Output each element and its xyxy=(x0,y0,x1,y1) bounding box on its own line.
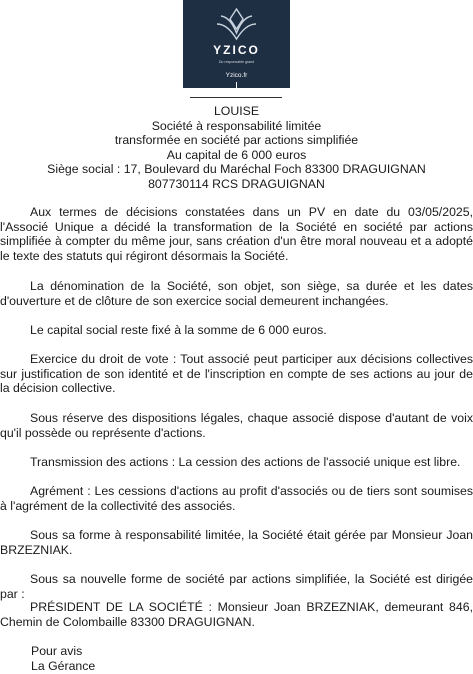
company-seat: Siège social : 17, Boulevard du Maréchal Foch 83300 DRAGUIGNAN xyxy=(47,162,426,177)
paragraph-decision: Aux termes de décisions constatées dans un PV en date du 03/05/2025, l'Associé Unique a décidé la transformation de la Société en société par actions simplifiée à compter du même jour, sans création d'un être moral nouveau et a adopté le texte des statuts qui régiront désormais la Société. xyxy=(0,205,473,263)
paragraph-voting: Exercice du droit de vote : Tout associé peut participer aux décisions collectives sur justification de son identité et de l'inscription en compte de ses actions au jour de la décision collective. xyxy=(0,352,473,396)
paragraph-previous-management: Sous sa forme à responsabilité limitée, la Société était gérée par Monsieur Joan BRZEZNIAK. xyxy=(0,528,473,557)
signature-line-2: La Gérance xyxy=(31,658,96,673)
publisher-logo xyxy=(183,0,290,88)
paragraph-new-management: Sous sa nouvelle forme de société par actions simplifiée, la Société est dirigée par : xyxy=(0,572,473,601)
logo-url: Yzico.fr xyxy=(225,72,248,79)
header-rule xyxy=(190,97,282,98)
lotus-icon xyxy=(216,6,257,42)
paragraph-approval: Agrément : Les cessions d'actions au profit d'associés ou de tiers sont soumises à l'agrément de la collectivité des associés. xyxy=(0,484,473,513)
paragraph-capital: Le capital social reste fixé à la somme de 6 000 euros. xyxy=(30,323,327,337)
signature-block xyxy=(31,644,95,673)
paragraph-votes: Sous réserve des dispositions légales, chaque associé dispose d'autant de voix qu'il possède ou représente d'actions. xyxy=(0,411,473,440)
legal-notice-header xyxy=(0,104,473,192)
company-capital: Au capital de 6 000 euros xyxy=(166,147,307,162)
logo-tagline: Du responsable grand xyxy=(218,60,255,64)
company-new-form: transformée en société par actions simplifiée xyxy=(114,133,359,148)
company-previous-form: Société à responsabilité limitée xyxy=(151,118,322,133)
logo-brand-name: YZICO xyxy=(213,43,260,57)
paragraph-president: PRÉSIDENT DE LA SOCIÉTÉ : Monsieur Joan BRZEZNIAK, demeurant 846, Chemin de Colombaille 83300 DRAGUIGNAN. xyxy=(0,600,473,629)
paragraph-unchanged: La dénomination de la Société, son objet, son siège, sa durée et les dates d'ouverture et de clôture de son exercice social demeurent inchangées. xyxy=(0,279,473,308)
company-name: LOUISE xyxy=(213,104,260,118)
company-rcs: 807730114 RCS DRAGUIGNAN xyxy=(148,176,325,191)
paragraph-transfer: Transmission des actions : La cession des actions de l'associé unique est libre. xyxy=(30,455,461,469)
logo-divider xyxy=(236,82,237,88)
signature-line-1: Pour avis xyxy=(31,644,83,658)
